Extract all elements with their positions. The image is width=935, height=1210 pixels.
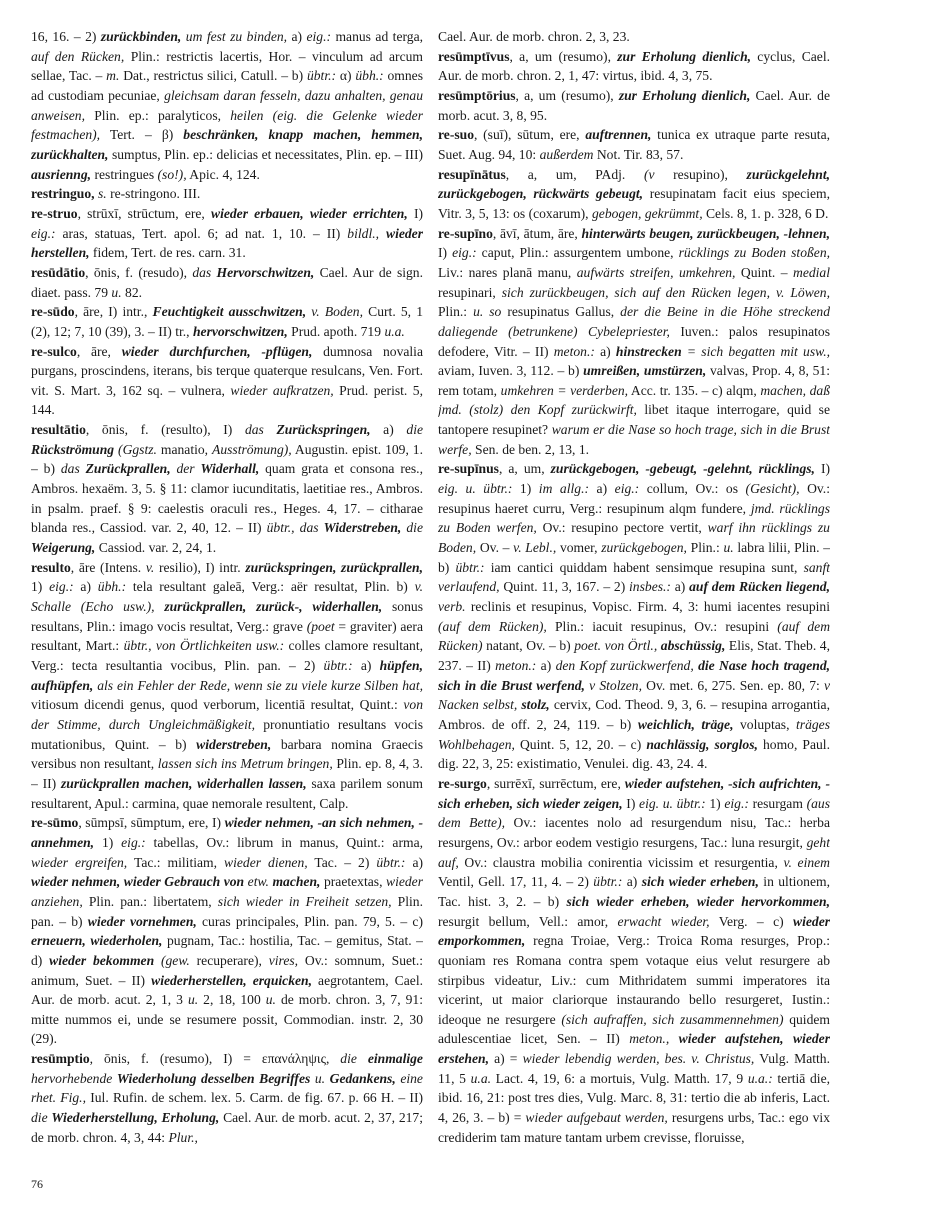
page-number: 76 (31, 1177, 43, 1191)
dictionary-entry: re-supīno, āvī, ātum, āre, hinterwärts beugen, zurückbeugen, -lehnen, I) eig.: caput, Plin.: assurgentem umbone, rücklings zu Boden stoßen, Liv.: nares planā manu, aufwärts streifen, umkehren, Quint. – medial resupinari, sich zurückbeugen, sich auf den Rücken legen, v. Löwen, Plin.: u. so resupinatus Gallus, der die Beine in die Höhe streckend daliegende (betrunkene) Cybelepriester, Iuven.: palos resupinatos defodere, Vitr. – II) meton.: a) hinstrecken = sich begatten mit usw., aviam, Iuven. 3, 112. – b) umreißen, umstürzen, valvas, Prop. 4, 8, 51: rem totam, umkehren = verderben, Acc. tr. 135. – c) alqm, machen, daß jmd. (stolz) den Kopf zurückwirft, libet itaque interrogare, quid se tantopere resupinet? warum er die Nase so hoch trage, sich in die Brust werfe, Sen. de ben. 2, 13, 1. (438, 225, 830, 457)
dictionary-entry: re-sūmo, sūmpsī, sūmptum, ere, I) wieder nehmen, -an sich nehmen, -annehmen, 1) eig.: tabellas, Ov.: librum in manus, Quint.: arma, wieder ergreifen, Tac.: militiam, wieder dienen, Tac. – 2) übtr.: a) wieder nehmen, wieder Gebrauch von etw. machen, praetextas, wieder anziehen, Plin. pan.: libertatem, sich wieder in Freiheit setzen, Plin. pan. – b) wieder vornehmen, curas principales, Plin. pan. 79, 5. – c) erneuern, wiederholen, pugnam, Tac.: hostilia, Tac. – gemitus, Stat. – d) wieder bekommen (gew. recuperare), vires, Ov.: somnum, Suet.: animum, Suet. – II) wiederherstellen, erquicken, aegrotantem, Cael. Aur. de morb. acut. 2, 1, 3 u. 2, 18, 100 u. de morb. chron. 3, 7, 91: mitte nummos ei, unde se resumere possit, Commodian. instr. 2, 30 (29). (31, 815, 423, 1047)
dictionary-entry: resūmptio, ōnis, f. (resumo), I) = επανάληψις, die einmalige hervorhebende Wiederholung desselben Begriffes u. Gedankens, eine rhet. Fig., Iul. Rufin. de schem. lex. 5. Carm. de fig. 67. p. 66 H. – II) die Wiederherstellung, Erholung, Cael. Aur. de morb. acut. 2, 37, 217; de morb. chron. 4, 3, 44: Plur., (31, 1051, 423, 1145)
dictionary-entry: resūmptōrius, a, um (resumo), zur Erholung dienlich, Cael. Aur. de morb. acut. 3, 8, 95. (438, 87, 830, 123)
dictionary-entry: resūmptīvus, a, um (resumo), zur Erholung dienlich, cyclus, Cael. Aur. de morb. chron. 2, 1, 47: virtus, ibid. 4, 3, 75. (438, 48, 830, 84)
dictionary-entry: resūdātio, ōnis, f. (resudo), das Hervorschwitzen, Cael. Aur de sign. diaet. pass. 79 u. 82. (31, 264, 423, 300)
dictionary-entry: resupīnātus, a, um, PAdj. (v resupino), zurückgelehnt, zurückgebogen, rückwärts gebeugt, resupinatam facit eius speciem, Vitr. 3, 5, 13: os (coxarum), gebogen, gekrümmt, Cels. 8, 1. p. 328, 6 D. (438, 166, 830, 221)
dictionary-entry: re-struo, strūxī, strūctum, ere, wieder erbauen, wieder errichten, I) eig.: aras, statuas, Tert. apol. 6; ad nat. 1, 10. – II) bildl., wieder herstellen, fidem, Tert. de res. carn. 31. (31, 205, 423, 261)
dictionary-entry: re-sulco, āre, wieder durchfurchen, -pflügen, dumnosa novalia purgans, proscindens, iterans, bis terque quaterque resulcans, Ven. Fort. vit. S. Mart. 3, 162 sq. – vulnera, wieder aufkratzen, Prud. perist. 5, 144. (31, 343, 423, 418)
dictionary-entry: re-surgo, surrēxī, surrēctum, ere, wieder aufstehen, -sich aufrichten, -sich erheben, sich wieder zeigen, I) eig. u. übtr.: 1) eig.: resurgam (aus dem Bette), Ov.: iacentes nolo ad resurgendum nisu, Tac.: herba resurgens, Ov.: arbor eodem vestigio resurgens, Tac.: luna resurgit, geht auf, Ov.: claustra mobilia conirentia vicissim et resurgentia, v. einem Ventil, Gell. 17, 11, 4. – 2) übtr.: a) sich wieder erheben, in ultionem, Tac. hist. 3, 2. – b) sich wieder erheben, wieder hervorkommen, resurgit bellum, Vell.: amor, erwacht wieder, Verg. – c) wieder emporkommen, regna Troiae, Verg.: Troica Roma resurges, Prop.: quoniam res Romana contra spem votaque eius velut resurgere ab stirpibus videatur, Liv.: cum Mithridatem summi imperatores ita vicerint, ut maior clariorque instaurando bello resurgeret, Iustin.: ideoque ne resurgere (sich aufraffen, sich zusammennehmen) quidem adulescentiae licet, Sen. – II) meton., wieder aufstehen, wieder erstehen, a) = wieder lebendig werden, bes. v. Christus, Vulg. Matth. 11, 5 u.a. Lact. 4, 19, 6: a mortuis, Vulg. Matth. 17, 9 u.a.: tertiā die, ibid. 16, 21: post tres dies, Vulg. Marc. 8, 31: tertio die ab inferis, Lact. 4, 26, 3. – b) = wieder aufgebaut werden, resurgens urbs, Tac.: ego vix crediderim tam mature tantam urbem crevisse, floruisse, (438, 775, 830, 1145)
dictionary-entry: resulto, āre (Intens. v. resilio), I) intr. zurückspringen, zurückprallen, 1) eig.: a) übh.: tela resultant galeā, Verg.: aër resultat, Plin. b) v. Schalle (Echo usw.), zurückprallen, zurück-, widerhallen, sonus resultans, Plin.: imago vocis resultat, Verg.: grave (poet = graviter) aera resultant, Mart.: übtr., von Örtlichkeiten usw.: colles clamore resultant, Verg.: tecta resultantia vocibus, Plin. pan. – 2) übtr.: a) hüpfen, aufhüpfen, als ein Fehler der Rede, wenn sie zu viele kurze Silben hat, vitiosum dicendi genus, quod verborum, licentiā resultat, Quint.: von der Stimme, durch Ungleichmäßigkeit, pronuntiatio resultans vocis mutationibus, Quint. – b) widerstreben, barbara nomina Graecis versibus non resultant, lassen sich ins Metrum bringen, Plin. ep. 8, 4, 3. – II) zurückprallen machen, widerhallen lassen, saxa parilem sonum resultarent, Apul.: carmina, quae nemorale resultent, Calp. (31, 559, 423, 811)
dictionary-entry: re-suo, (suī), sūtum, ere, auftrennen, tunica ex utraque parte resuta, Suet. Aug. 94, 10: außerdem Not. Tir. 83, 57. (438, 127, 830, 162)
dictionary-entry: re-sūdo, āre, I) intr., Feuchtigkeit ausschwitzen, v. Boden, Curt. 5, 1 (2), 12; 7, 10 (39), 3. – II) tr., hervorschwitzen, Prud. apoth. 719 u.a. (31, 304, 423, 339)
dictionary-entry: restringuo, s. re-stringono. III. (31, 186, 201, 202)
dictionary-entry: re-supīnus, a, um, zurückgebogen, -gebeugt, -gelehnt, rücklings, I) eig. u. übtr.: 1) im allg.: a) eig.: collum, Ov.: os (Gesicht), Ov.: resupinus haeret curru, Verg.: resupinum alqm fundere, jmd. rücklings zu Boden werfen, Ov.: resupino pectore vertit, warf ihn rücklings zu Boden, Ov. – v. Lebl., vomer, zurückgebogen, Plin.: u. labra lilii, Plin. – b) übtr.: iam cantici quiddam habent sensimque resupina sunt, sanft verlaufend, Quint. 11, 3, 167. – 2) insbes.: a) auf dem Rücken liegend, verb. reclinis et resupinus, Vopisc. Firm. 4, 3: humi iacentes resupini (auf dem Rücken), Plin.: iacuit resupinus, Ov.: resupini (auf dem Rücken) natant, Ov. – b) poet. von Örtl., abschüssig, Elis, Stat. Theb. 4, 237. – II) meton.: a) den Kopf zurückwerfend, die Nase hoch tragend, sich in die Brust werfend, v Stolzen, Ov. met. 6, 275. Sen. ep. 80, 7: v Nacken selbst, stolz, cervix, Cod. Theod. 9, 3, 6. – resupina arrogantia, Ambros. de off. 2, 24, 119. – b) weichlich, träge, voluptas, träges Wohlbehagen, Quint. 5, 12, 20. – c) nachlässig, sorglos, homo, Paul. dig. 22, 3, 25: existimatio, Venulei. dig. 43, 24. 4. (438, 461, 830, 772)
left-column (31, 27, 423, 1177)
right-column (438, 27, 830, 1177)
dictionary-entry: Cael. Aur. de morb. chron. 2, 3, 23. (438, 29, 630, 44)
dictionary-entry: 16, 16. – 2) zurückbinden, um fest zu binden, a) eig.: manus ad terga, auf den Rücken, Plin.: restrictis lacertis, Hor. – vinculum ad arcum sellae, Tac. – m. Dat., restrictus silici, Catull. – b) übtr.: α) übh.: omnes ad custodiam pecuniae, gleichsam daran fesseln, dazu anhalten, genau anweisen, Plin. ep.: paralyticos, heilen (eig. die Gelenke wieder festmachen), Tert. – β) beschränken, knapp machen, hemmen, zurückhalten, sumptus, Plin. ep.: delicias et necessitates, Plin. ep. – III) ausrienng, restringues (so!), Apic. 4, 124. (31, 29, 423, 182)
dictionary-entry: resultātio, ōnis, f. (resulto), I) das Zurückspringen, a) die Rückströmung (Ggstz. manatio, Ausströmung), Augustin. epist. 109, 1. – b) das Zurückprallen, der Widerhall, quam grata et consona res., Ambros. hexaëm. 3, 5. § 11: clamor iucunditatis, laetitiae res., Ambros. in psalm. praef. § 9: caelestis oraculi res., Heges. 4, 17. – citharae blanda res., Cassiod. var. 2, 40, 12. – II) übtr., das Widerstreben, die Weigerung, Cassiod. var. 2, 24, 1. (31, 422, 423, 556)
